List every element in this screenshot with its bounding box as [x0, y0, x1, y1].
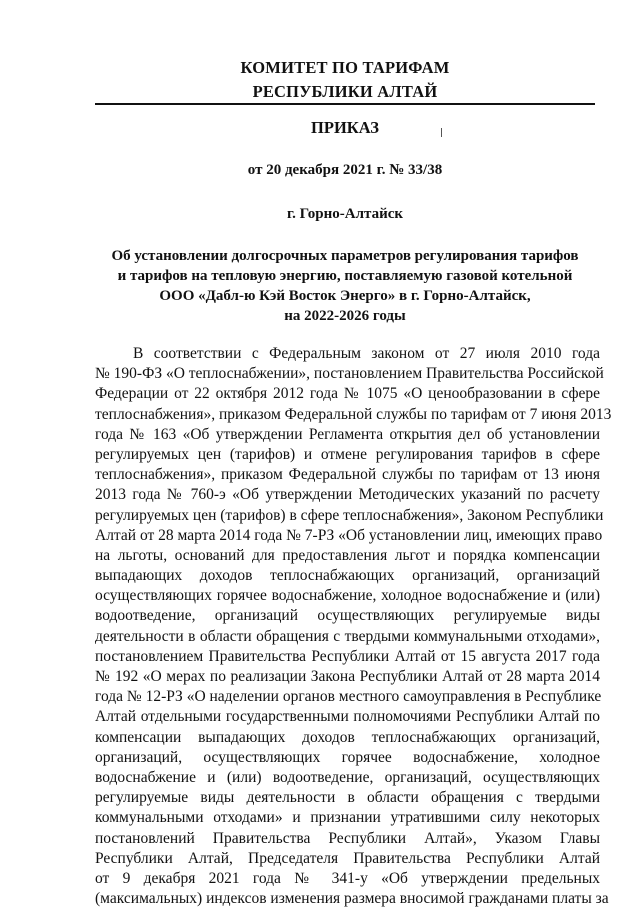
body-line: теплоснабжения», приказом Федеральной службы по тарифам от 7 июня 2013 [95, 405, 612, 423]
order-title [95, 246, 595, 326]
body-line: постановлением Правительства Республики Алтай от 15 августа 2017 года [95, 647, 600, 665]
body-line: Республики Алтай, Председателя Правительства Республики Алтай [95, 849, 600, 867]
body-line: выпадающих доходов теплоснабжающих организаций, организаций [95, 567, 600, 585]
order-title-line: на 2022-2026 годы [284, 308, 406, 324]
order-title-line: и тарифов на тепловую энергию, поставляемую газовой котельной [117, 268, 573, 284]
order-date-number: от 20 декабря 2021 г. № 33/38 [247, 162, 443, 178]
order-title-line: ООО «Дабл-ю Кэй Восток Энерго» в г. Горно-Алтайск, [159, 288, 531, 304]
order-body-text [95, 344, 612, 909]
body-line: 2013 года № 760-э «Об утверждении Методических указаний по расчету [95, 486, 600, 504]
committee-name-line2: РЕСПУБЛИКИ АЛТАЙ [252, 82, 438, 101]
body-line: Алтай от 28 марта 2014 года № 7-РЗ «Об установлении лиц, имеющих право [95, 526, 603, 544]
body-line: постановлений Правительства Республики Алтай», Указом Главы [95, 829, 600, 847]
body-line: компенсации выпадающих доходов теплоснабжающих организаций, [95, 728, 600, 746]
body-line: осуществляющих горячее водоснабжение, холодное водоснабжение и (или) [95, 587, 600, 605]
body-line: организаций, осуществляющих горячее водоснабжение, холодное [95, 748, 600, 766]
order-city: г. Горно-Алтайск [286, 206, 404, 222]
body-line: № 192 «О мерах по реализации Закона Республики Алтай от 28 марта 2014 [95, 668, 600, 685]
body-line: года № 12-РЗ «О наделении органов местного самоуправления в Республике [95, 688, 602, 706]
body-line: коммунальными отходами» и признании утратившими силу некоторых [95, 809, 600, 827]
body-line: Алтай отдельными государственными полномочиями Республики Алтай по [95, 708, 600, 726]
header-divider [95, 103, 595, 105]
body-line: регулируемых цен (тарифов) в сфере теплоснабжения», Законом Республики [95, 506, 604, 524]
body-line: теплоснабжения», приказом Федеральной службы по тарифам от 13 июня [95, 466, 600, 484]
body-line: водоотведение, организаций осуществляющих регулируемые виды [95, 607, 600, 625]
body-line: регулируемые виды деятельности в области обращения с твердыми [95, 789, 600, 807]
body-line: водоснабжение и (или) водоотведение, организаций, осуществляющих [95, 768, 600, 786]
body-line: В соответствии с Федеральным законом от 27 июля 2010 года [133, 345, 600, 362]
document-type: ПРИКАЗ [311, 118, 379, 137]
body-line: № 190-ФЗ «О теплоснабжении», постановлением Правительства Российской [95, 365, 604, 383]
order-title-line: Об установлении долгосрочных параметров регулирования тарифов [111, 248, 579, 264]
body-line: Федерации от 22 октября 2012 года № 1075 «О ценообразовании в сфере [95, 385, 600, 403]
body-line: регулируемых цен (тарифов) и отмене регулирования тарифов в сфере [95, 445, 600, 463]
body-line: деятельности в области обращения с твердыми коммунальными отходами», [95, 627, 600, 645]
body-line: (максимальных) индексов изменения размера вносимой гражданами платы за [95, 890, 609, 908]
scan-mark [441, 128, 442, 137]
body-line: на льготы, оснований для предоставления льгот и порядка компенсации [95, 546, 600, 564]
body-line: года № 163 «Об утверждении Регламента открытия дел об установлении [95, 425, 600, 443]
body-line: от 9 декабря 2021 года № 341-у «Об утверждении предельных [95, 869, 600, 887]
committee-name-line1: КОМИТЕТ ПО ТАРИФАМ [240, 58, 450, 77]
